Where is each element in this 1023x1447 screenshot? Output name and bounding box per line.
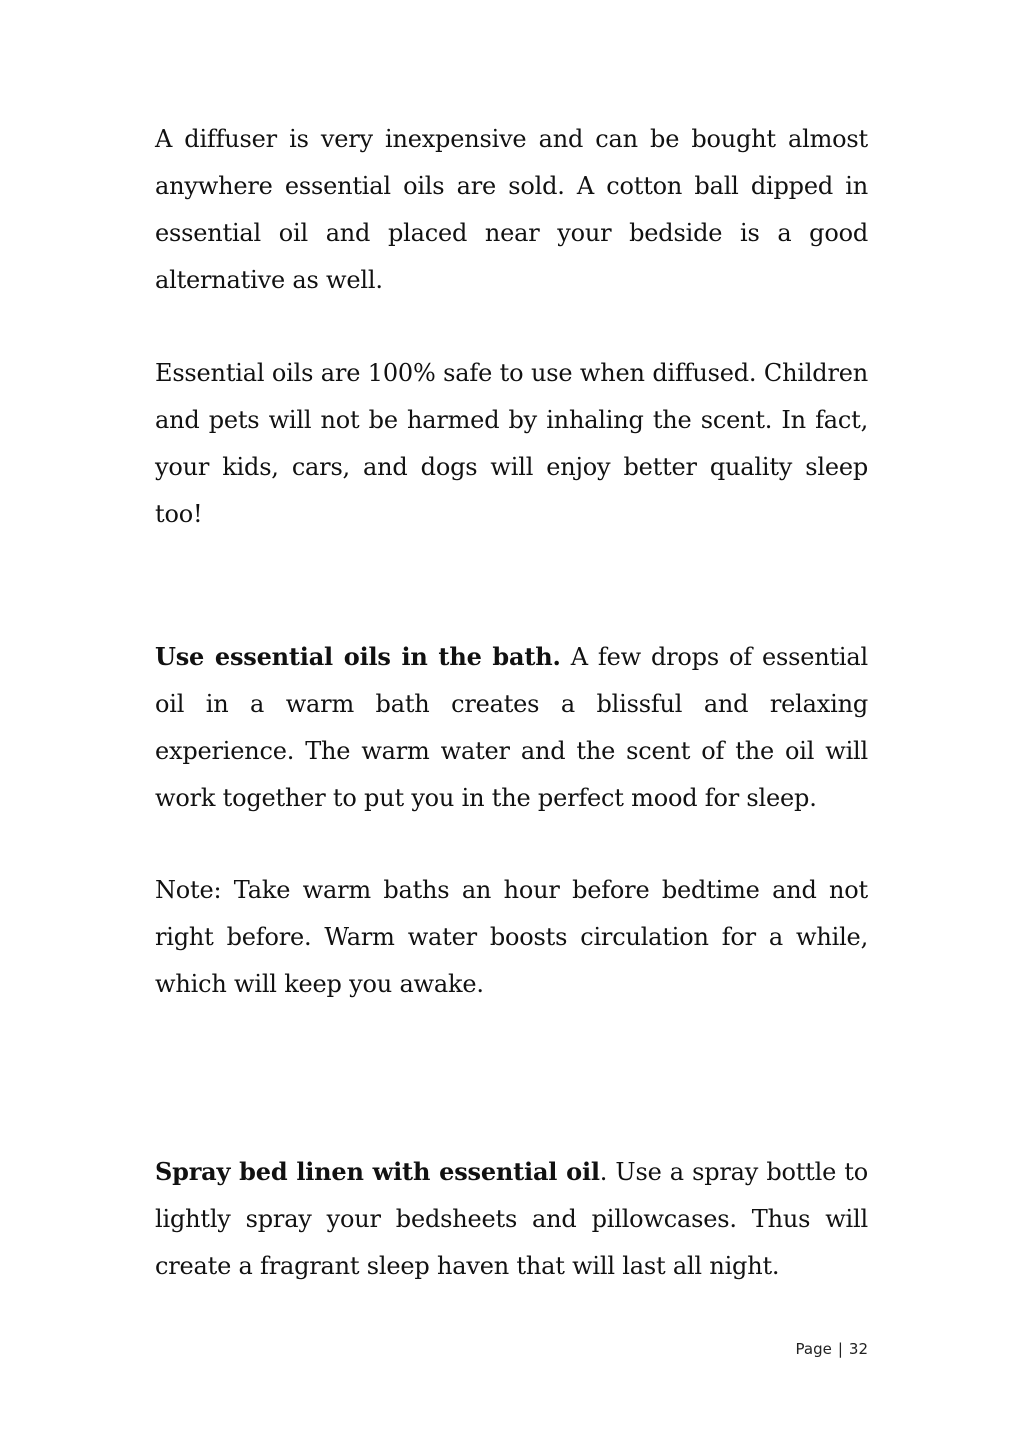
page-separator: | bbox=[837, 1340, 843, 1358]
document-page bbox=[155, 0, 868, 1447]
paragraph-note: Note: Take warm baths an hour before bedtime and not right before. Warm water boosts circulation for a while, which will keep you awake. bbox=[155, 876, 868, 998]
paragraph-bath-body: A few drops of essential oil in a warm bath creates a blissful and relaxing experience. The warm water and the scent of the oil will work together to put you in the perfect mood for sleep. bbox=[155, 643, 868, 812]
paragraph-spray-heading: Spray bed linen with essential oil bbox=[155, 1157, 600, 1186]
page-footer bbox=[796, 1340, 868, 1358]
paragraph-safety: Essential oils are 100% safe to use when diffused. Children and pets will not be harmed by inhaling the scent. In fact, your kids, cars, and dogs will enjoy better quality sleep too! bbox=[155, 359, 868, 528]
page-label: Page bbox=[795, 1340, 832, 1358]
paragraph-bath-heading: Use essential oils in the bath. bbox=[155, 642, 561, 671]
paragraph-spray bbox=[155, 1148, 868, 1290]
paragraph-diffuser: A diffuser is very inexpensive and can be bought almost anywhere essential oils are sold. A cotton ball dipped in essential oil and placed near your bedside is a good alternative as well. bbox=[155, 125, 868, 294]
paragraph-spray-body: . Use a spray bottle to lightly spray your bedsheets and pillowcases. Thus will create a fragrant sleep haven that will last all night. bbox=[155, 1158, 869, 1280]
page-number: 32 bbox=[848, 1340, 868, 1358]
paragraph-bath bbox=[155, 633, 868, 822]
